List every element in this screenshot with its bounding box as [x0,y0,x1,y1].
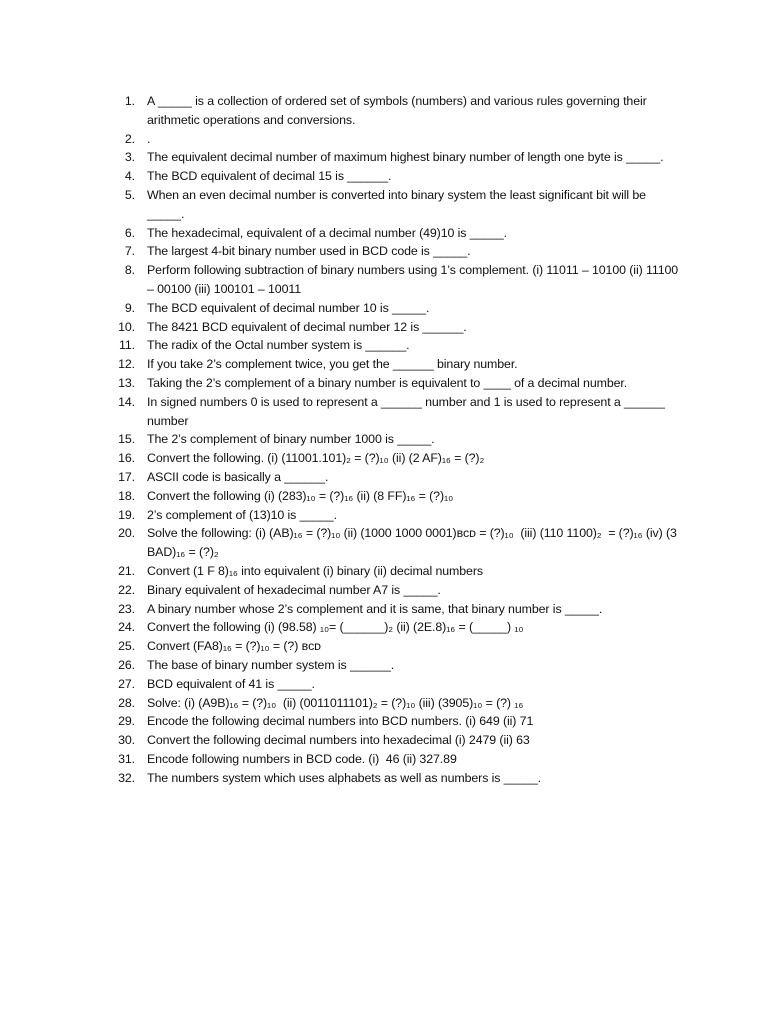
item-text: A binary number whose 2’s complement and it is same, that binary number is _____. [147,601,603,616]
item-text: Convert (1 F 8)₁₆ into equivalent (i) binary (ii) decimal numbers [147,563,483,578]
item-number: 15. [118,432,135,447]
item-number: 4. [124,169,135,184]
item-text: Taking the 2’s complement of a binary number is equivalent to ____ of a decimal number. [147,375,628,390]
item-text: The radix of the Octal number system is ______. [147,338,410,353]
item-text: The 8421 BCD equivalent of decimal number 12 is ______. [147,319,467,334]
item-text: BCD equivalent of 41 is _____. [147,676,315,691]
item-number: 20. [118,526,135,541]
item-number: 11. [118,338,135,353]
list-item [110,656,685,675]
item-text: When an even decimal number is converted into binary system the least significant bit will be _____. [147,187,650,221]
list-item [110,186,685,224]
item-text: Perform following subtraction of binary numbers using 1’s complement. (i) 11011 – 10100 (ii) 11100 – 00100 (iii) 100101 – 10011 [147,263,682,296]
list-item [110,618,685,637]
list-item [110,393,685,431]
item-number: 1. [124,94,135,108]
item-text: A _____ is a collection of ordered set of symbols (numbers) and various rules governing their arithmetic operations and conversions. [147,94,651,127]
item-number: 18. [118,488,135,503]
list-item [110,130,685,149]
item-text: If you take 2’s complement twice, you get the ______ binary number. [147,357,518,372]
list-item [110,581,685,600]
list-item [110,261,685,299]
list-item [110,524,685,562]
item-text: Convert the following (i) (283)₁₀ = (?)₁₆ (ii) (8 FF)₁₆ = (?)₁₀ [147,488,454,503]
list-item [110,675,685,694]
item-number: 21. [118,563,135,578]
item-text: . [147,131,151,146]
item-number: 24. [118,620,135,635]
item-text: Solve the following: (i) (AB)₁₆ = (?)₁₀ (ii) (1000 1000 0001)ʙᴄᴅ = (?)₁₀ (iii) (110 1100)₂ = (?)₁₆ (iv) (3 BAD)₁₆ = (?)₂ [147,526,681,560]
item-text: The BCD equivalent of decimal 15 is ______. [147,169,392,184]
list-item [110,299,685,318]
item-number: 8. [124,263,135,278]
item-text: Convert the following decimal numbers into hexadecimal (i) 2479 (ii) 63 [147,733,530,748]
item-text: In signed numbers 0 is used to represent a ______ number and 1 is used to represent a ______ number [147,394,669,428]
item-text: Solve: (i) (A9B)₁₆ = (?)₁₀ (ii) (0011011101)₂ = (?)₁₀ (iii) (3905)₁₀ = (?) ₁₆ [147,695,524,710]
item-number: 16. [118,451,135,466]
item-number: 22. [118,582,135,597]
item-number: 31. [118,751,135,766]
list-item [110,600,685,619]
list-item [110,731,685,750]
item-number: 7. [124,244,135,259]
item-number: 17. [118,469,135,484]
list-item [110,242,685,261]
item-number: 28. [118,695,135,710]
item-text: The BCD equivalent of decimal number 10 is _____. [147,300,430,315]
list-item [110,769,685,788]
list-item [110,374,685,393]
list-item [110,167,685,186]
item-text: The 2’s complement of binary number 1000 is _____. [147,432,435,447]
list-item [110,92,685,130]
item-text: Binary equivalent of hexadecimal number A7 is _____. [147,582,441,597]
item-text: The base of binary number system is ______. [147,657,395,672]
list-item [110,694,685,713]
item-text: Convert (FA8)₁₆ = (?)₁₀ = (?) ʙᴄᴅ [147,639,321,654]
item-number: 12. [118,357,135,372]
item-text: 2’s complement of (13)10 is _____. [147,507,337,522]
item-text: The hexadecimal, equivalent of a decimal number (49)10 is _____. [147,225,508,240]
item-text: The equivalent decimal number of maximum highest binary number of length one byte is _____. [147,150,664,165]
question-list [110,92,685,787]
item-number: 10. [118,319,135,334]
list-item [110,487,685,506]
item-number: 5. [124,187,135,202]
item-text: The largest 4-bit binary number used in BCD code is _____. [147,244,471,259]
item-number: 9. [124,300,135,315]
list-item [110,336,685,355]
item-number: 30. [118,733,135,748]
item-text: Encode the following decimal numbers into BCD numbers. (i) 649 (ii) 71 [147,714,534,729]
item-number: 13. [118,375,135,390]
item-number: 32. [118,770,135,785]
list-item [110,468,685,487]
list-item [110,712,685,731]
item-text: Convert the following. (i) (11001.101)₂ = (?)₁₀ (ii) (2 AF)₁₆ = (?)₂ [147,451,485,466]
item-number: 27. [118,676,135,691]
list-item [110,506,685,525]
list-item [110,750,685,769]
list-item [110,355,685,374]
item-number: 3. [124,150,135,165]
item-number: 6. [124,225,135,240]
item-text: ASCII code is basically a ______. [147,469,329,484]
list-item [110,562,685,581]
item-number: 29. [118,714,135,729]
list-item [110,318,685,337]
list-item [110,449,685,468]
item-text: The numbers system which uses alphabets as well as numbers is _____. [147,770,542,785]
item-number: 19. [118,507,135,522]
list-item [110,224,685,243]
item-number: 14. [118,394,135,409]
list-item [110,430,685,449]
item-text: Convert the following (i) (98.58) ₁₀= (______)₂ (ii) (2E.8)₁₆ = (_____) ₁₀ [147,620,524,635]
list-item [110,148,685,167]
item-number: 2. [124,131,135,146]
item-number: 26. [118,657,135,672]
item-number: 25. [118,639,135,654]
list-item [110,637,685,656]
item-text: Encode following numbers in BCD code. (i) 46 (ii) 327.89 [147,751,457,766]
item-number: 23. [118,601,135,616]
